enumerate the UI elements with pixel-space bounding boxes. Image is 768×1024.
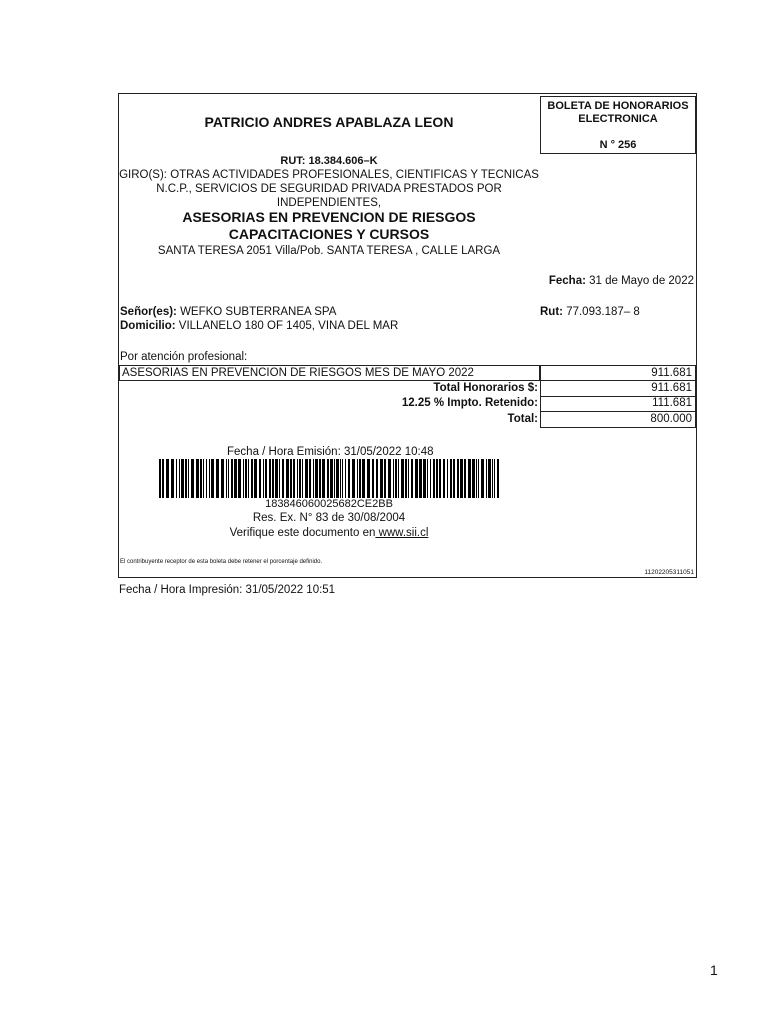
receptor-rut-value: 77.093.187– 8	[563, 306, 640, 318]
total-row	[119, 412, 696, 428]
issuer-name: PATRICIO ANDRES APABLAZA LEON	[204, 114, 454, 130]
document-type-line2: ELECTRONICA	[578, 113, 658, 125]
total-value: 800.000	[540, 412, 696, 428]
receptor-rut-label: Rut:	[540, 306, 563, 318]
document-code: 11202205311051	[644, 569, 694, 576]
resolution-text: Res. Ex. N° 83 de 30/08/2004	[252, 512, 406, 524]
verify-text	[119, 527, 539, 539]
document-type-box	[540, 96, 696, 154]
barcode-image	[159, 459, 499, 498]
page-number: 1	[710, 962, 718, 978]
total-honorarios-label: Total Honorarios $:	[433, 382, 538, 394]
issuer-activity	[119, 209, 539, 243]
receptor-name	[120, 306, 336, 318]
item-row	[119, 365, 696, 381]
item-value: 911.681	[540, 365, 696, 381]
total-honorarios-value: 911.681	[540, 381, 696, 397]
print-datetime: Fecha / Hora Impresión: 31/05/2022 10:51	[119, 584, 336, 596]
item-description: ASESORIAS EN PREVENCION DE RIESGOS MES DE MAYO 2022	[119, 365, 540, 381]
emission-datetime: Fecha / Hora Emisión: 31/05/2022 10:48	[227, 446, 434, 458]
barcode-text: 183846060025682CE2BB	[265, 498, 393, 510]
date-label: Fecha:	[548, 275, 586, 287]
boleta-document	[118, 93, 697, 578]
fine-print: El contribuyente receptor de esta boleta debe retener el porcentaje definido.	[120, 559, 323, 565]
receptor-address-value: VILLANELO 180 OF 1405, VINA DEL MAR	[175, 320, 399, 332]
document-number: N ° 256	[599, 139, 637, 151]
receptor-address	[120, 320, 398, 332]
date-value: 31 de Mayo de 2022	[585, 275, 694, 287]
activity-line2: CAPACITACIONES Y CURSOS	[228, 226, 430, 242]
total-label: Total:	[507, 413, 538, 425]
verify-prefix: Verifique este documento en	[229, 527, 376, 539]
receptor-rut	[540, 306, 640, 318]
receptor-name-value: WEFKO SUBTERRANEA SPA	[176, 306, 337, 318]
document-type-line1: BOLETA DE HONORARIOS	[547, 100, 689, 112]
retenido-row	[119, 396, 696, 412]
issuer-giro: GIRO(S): OTRAS ACTIVIDADES PROFESIONALES, CIENTIFICAS Y TECNICAS N.C.P., SERVICIOS DE SEGURIDAD PRIVADA PRESTADOS POR INDEPENDIENTES,	[119, 169, 539, 209]
retenido-value: 111.681	[540, 396, 696, 412]
receptor-address-label: Domicilio:	[120, 320, 176, 332]
issuer-address: SANTA TERESA 2051 Villa/Pob. SANTA TERESA , CALLE LARGA	[157, 245, 501, 257]
issuer-rut: RUT: 18.384.606–K	[280, 155, 378, 167]
issue-date	[549, 275, 694, 287]
receptor-name-label: Señor(es):	[120, 306, 177, 318]
sii-link[interactable]: www.sii.cl	[375, 527, 429, 539]
activity-line1: ASESORIAS EN PREVENCION DE RIESGOS	[182, 209, 476, 225]
total-honorarios-row	[119, 381, 696, 397]
retenido-label: 12.25 % Impto. Retenido:	[401, 397, 538, 409]
service-heading: Por atención profesional:	[120, 351, 248, 363]
